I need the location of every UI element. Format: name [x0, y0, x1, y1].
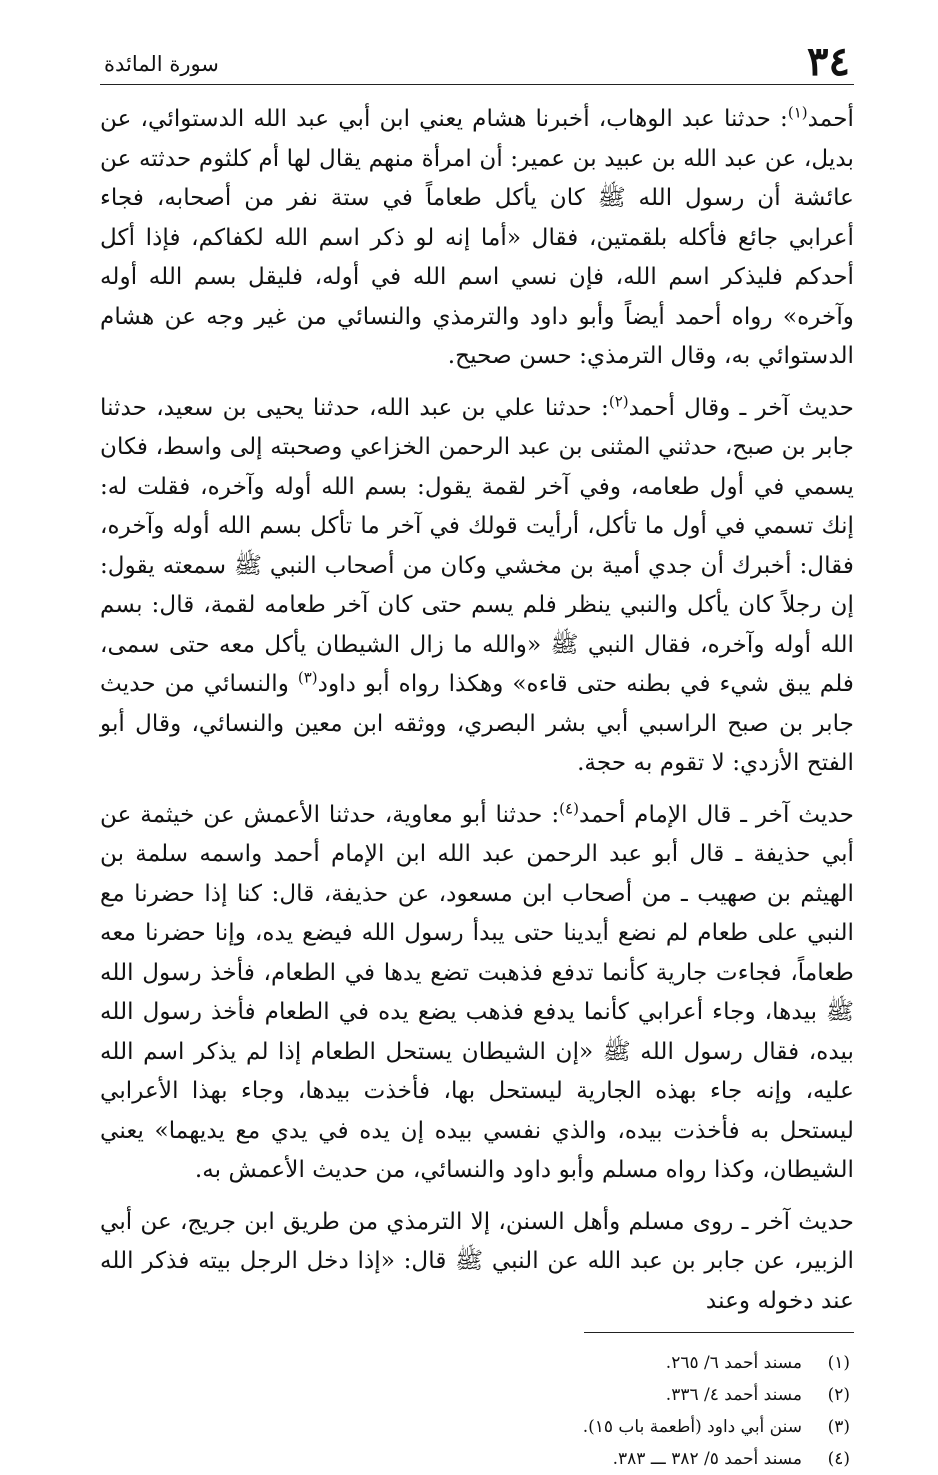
footnote [100, 1379, 850, 1411]
footnote-divider [584, 1332, 854, 1333]
paragraph [100, 795, 854, 1190]
footnotes [100, 1347, 854, 1475]
paragraph [100, 1202, 854, 1321]
page-number: ٣٤ [807, 38, 850, 85]
footnote-reference: (٣) [297, 668, 318, 687]
footnote-reference: (٤) [559, 798, 579, 817]
footnote-number: (٤) [827, 1449, 850, 1469]
footnote-text: مسند أحمد ٦/ ٢٦٥. [665, 1353, 802, 1373]
paragraph-text: : حدثنا علي بن عبد الله، حدثنا يحيى بن سعيد، حدثنا جابر بن صبح، حدثني المثنى بن عبد الرحمن الخزاعي وصحبته إلى واسط، فكان يسمي في أول طعامه، وفي آخر لقمة يقول: بسم الله أوله وآخره، فقلت له: إنك تسمي في أول ما تأكل، أرأيت قولك في آخر ما تأكل بسم الله أوله وآخره، فقال: أخبرك أن جدي أمية بن مخشي وكان من أصحاب النبي ﷺ سمعته يقول: إن رجلاً كان يأكل والنبي ينظر فلم يسم حتى كان آخر طعامه لقمة، قال: بسم الله أوله وآخره، فقال النبي ﷺ «والله ما زال الشيطان يأكل معه حتى سمى، فلم يبق شيء في بطنه حتى قاءه» وهكذا رواه أبو داود [100, 393, 854, 697]
paragraph-text: والنسائي من حديث جابر بن صبح الراسبي أبي بشر البصري، ووثقه ابن معين والنسائي، وقال أبو الفتح الأزدي: لا تقوم به حجة. [100, 670, 854, 776]
paragraph [100, 388, 854, 783]
surah-title: سورة المائدة [104, 52, 219, 76]
footnote-text: مسند أحمد ٤/ ٣٣٦. [665, 1385, 802, 1405]
footnote-number: (٢) [827, 1385, 850, 1405]
paragraph [100, 99, 854, 376]
body-text [100, 99, 854, 1320]
footnote-reference: (٢) [608, 391, 629, 410]
footnote-text: مسند أحمد ٥/ ٣٨٢ ـــ ٣٨٣. [612, 1449, 802, 1469]
paragraph-text: : حدثنا عبد الوهاب، أخبرنا هشام يعني ابن أبي عبد الله الدستوائي، عن بديل، عن عبد الله بن عبيد بن عمير: أن امرأة منهم يقال لها أم كلثوم حدثته عن عائشة أن رسول الله ﷺ كان يأكل طعاماً في ستة نفر من أصحابه، فجاء أعرابي جائع فأكله بلقمتين، فقال «أما إنه لو ذكر اسم الله لكفاكم، فإذا أكل أحدكم فليذكر اسم الله، فإن نسي اسم الله في أوله، فليقل بسم الله أوله وآخره» رواه أحمد أيضاً وأبو داود والترمذي والنسائي من غير وجه عن هشام الدستوائي به، وقال الترمذي: حسن صحيح. [100, 105, 854, 369]
footnote [100, 1443, 850, 1475]
paragraph-text: حديث آخر ـ روى مسلم وأهل السنن، إلا الترمذي من طريق ابن جريج، عن أبي الزبير، عن جابر بن عبد الله عن النبي ﷺ قال: «إذا دخل الرجل بيته فذكر الله عند دخوله وعند [100, 1207, 854, 1314]
footnote-number: (٣) [827, 1417, 850, 1437]
paragraph-text: : حدثنا أبو معاوية، حدثنا الأعمش عن خيثمة عن أبي حذيفة ـ قال أبو عبد الرحمن عبد الله ابن الإمام أحمد واسمه سلمة بن الهيثم بن صهيب ـ من أصحاب ابن مسعود، عن حذيفة، قال: كنا إذا حضرنا مع النبي على طعام لم نضع أيدينا حتى يبدأ رسول الله فيضع يده، وإنا حضرنا معه طعاماً، فجاءت جارية كأنما تدفع فذهبت تضع يدها في الطعام، فأخذ رسول الله ﷺ بيدها، وجاء أعرابي كأنما يدفع فذهب يضع يده في الطعام فأخذ رسول الله بيده، فقال رسول الله ﷺ «إن الشيطان يستحل الطعام إذا لم يذكر اسم الله عليه، وإنه جاء بهذه الجارية ليستحل بها، فأخذت بيدها، وجاء بهذا الأعرابي ليستحل به فأخذت بيده، والذي نفسي بيده إن يده في يدي مع يديهما» يعني الشيطان، وكذا رواه مسلم وأبو داود والنسائي، من حديث الأعمش به. [100, 800, 854, 1183]
paragraph-text: حديث آخر ـ وقال أحمد [628, 393, 855, 421]
footnote-number: (١) [827, 1353, 850, 1373]
footnote-reference: (١) [787, 103, 808, 122]
footnote-text: سنن أبي داود (أطعمة باب ١٥). [582, 1417, 802, 1437]
footnote [100, 1411, 850, 1443]
page-header [100, 30, 854, 85]
paragraph-text: أحمد [807, 105, 854, 132]
footnote [100, 1347, 850, 1379]
paragraph-text: حديث آخر ـ قال الإمام أحمد [578, 800, 854, 828]
